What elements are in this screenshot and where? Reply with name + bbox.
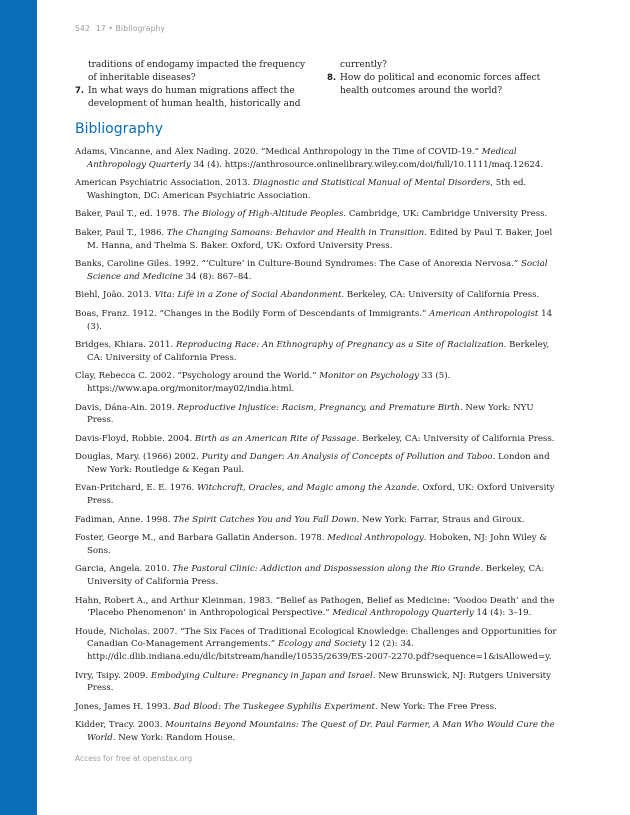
entry-work-title: Vita: Life in a Zone of Social Abandonment	[154, 290, 342, 301]
entry-author-date: Banks, Caroline Giles. 1992. “‘Culture’ in Culture-Bound Syndromes: The Case of Anorexia Nervosa.”	[75, 259, 522, 270]
entry-author-date: Bridges, Khiara. 2011.	[75, 340, 176, 351]
entry-author-date: Boas, Franz. 1912. “Changes in the Bodily Form of Descendants of Immigrants.”	[75, 308, 430, 319]
entry-author-date: Fadiman, Anne. 1998.	[75, 514, 174, 525]
entry-work-title: Medical Anthropology Quarterly	[87, 147, 517, 170]
entry-publication-details: . Berkeley, CA: University of California Press.	[87, 340, 550, 363]
entry-work-title: The Pastoral Clinic: Addiction and Dispossession along the Rio Grande	[172, 564, 481, 575]
entry-publication-details: . Cambridge, UK: Cambridge University Press.	[343, 209, 548, 220]
entry-publication-details: 34 (4). https://anthrosource.onlinelibrary.wiley.com/doi/full/10.1111/maq.12624.	[190, 159, 544, 170]
footer-link[interactable]: Access for free at openstax.org	[75, 754, 193, 763]
bibliography-entry	[75, 626, 559, 664]
entry-publication-details: . Oxford, UK: Oxford University Press.	[87, 483, 555, 507]
entry-publication-details: 12 (2): 34. http://dlc.dlib.indiana.edu/dlc/bitstream/handle/10535/2639/ES-2007-2270.pdf?sequence=1&isAllowed=y.	[87, 639, 552, 662]
entry-publication-details: . Berkeley, CA: University of California Press.	[356, 433, 555, 444]
entry-publication-details: . New York: The Free Press.	[374, 701, 497, 712]
bibliography-entry	[75, 719, 559, 744]
page-number: 542	[75, 24, 90, 33]
section-title: Bibliography	[75, 121, 163, 137]
bibliography-entry	[75, 670, 559, 695]
question-text: In what ways do human migrations affect the development of human health, historically and	[88, 86, 301, 109]
entry-work-title: Purity and Danger: An Analysis of Concepts of Pollution and Taboo	[201, 452, 493, 463]
entry-publication-details: . London and New York: Routledge & Kegan Paul.	[87, 452, 550, 475]
entry-author-date: Hahn, Robert A., and Arthur Kleinman. 1983. “Belief as Pathogen, Belief as Medicine: ‘Voodoo Death’ and the ‘Placebo Phenomenon’ in Anthropological Perspective.”	[75, 595, 555, 619]
entry-author-date: Garcia, Angela. 2010.	[75, 564, 173, 575]
side-color-bar	[0, 0, 37, 815]
bibliography-entry	[75, 227, 559, 252]
question-text: currently?	[340, 60, 387, 70]
entry-author-date: Baker, Paul T., 1986.	[75, 227, 167, 238]
entry-work-title: Medical Anthropology Quarterly	[332, 608, 474, 619]
bibliography-entry	[75, 402, 559, 427]
entry-publication-details: , 5th ed. Washington, DC: American Psychiatric Association.	[87, 178, 527, 201]
entry-work-title: Embodying Culture: Pregnancy in Japan and Israel	[150, 670, 373, 681]
entry-work-title: The Spirit Catches You and You Fall Down	[173, 514, 357, 525]
entry-author-date: Davis-Floyd, Robbie. 2004.	[75, 433, 195, 444]
entry-publication-details: 34 (8): 867–84.	[182, 271, 252, 282]
entry-author-date: Ivry, Tsipy. 2009.	[75, 670, 151, 681]
bibliography-entry	[75, 177, 559, 202]
entry-author-date: Foster, George M., and Barbara Gallatin Anderson. 1978.	[75, 533, 328, 544]
entry-work-title: Bad Blood: The Tuskegee Syphilis Experiment	[173, 701, 375, 712]
entry-work-title: Mountains Beyond Mountains: The Quest of Dr. Paul Farmer, A Man Who Would Cure the World	[87, 720, 555, 743]
entry-publication-details: 14 (3).	[87, 308, 553, 332]
questions-right-column	[327, 59, 559, 98]
entry-work-title: Birth as an American Rite of Passage	[194, 433, 357, 444]
entry-publication-details: . Berkeley, CA: University of California Press.	[87, 564, 545, 588]
entry-work-title: The Biology of High-Altitude Peoples	[182, 209, 344, 220]
entry-publication-details: . New York: Farrar, Straus and Giroux.	[356, 514, 525, 525]
entry-work-title: Reproducing Race: An Ethnography of Pregnancy as a Site of Racialization	[176, 340, 504, 351]
entry-author-date: Kidder, Tracy. 2003.	[75, 720, 166, 731]
entry-author-date: Baker, Paul T., ed. 1978.	[75, 209, 183, 220]
entry-publication-details: . Hoboken, NJ: John Wiley & Sons.	[87, 533, 548, 556]
entry-author-date: Evan-Pritchard, E. E. 1976.	[75, 483, 198, 494]
entry-publication-details: . Berkeley, CA: University of California Press.	[341, 290, 540, 301]
question-continuation	[327, 59, 559, 72]
bibliography-entry	[75, 532, 559, 557]
entry-work-title: American Anthropologist	[429, 308, 539, 319]
bibliography-entry	[75, 339, 559, 364]
question-number: 7.	[75, 86, 85, 96]
entry-publication-details: . New York: NYU Press.	[87, 402, 534, 426]
question-number: 8.	[327, 73, 337, 83]
bibliography-entry	[75, 595, 559, 620]
entry-author-date: Adams, Vincanne, and Alex Nading. 2020. “Medical Anthropology in the Time of COVID-19.”	[75, 147, 482, 157]
entry-publication-details: . New York: Random House.	[112, 732, 236, 743]
entry-author-date: Houde, Nicholas. 2007. “The Six Faces of Traditional Ecological Knowledge: Challenges and Opportunities for Canadian Co-Management Arrangements.”	[75, 626, 557, 650]
question-text: traditions of endogamy impacted the frequency of inheritable diseases?	[88, 60, 306, 83]
entry-author-date: Douglas, Mary. (1966) 2002.	[75, 452, 202, 463]
bibliography-entry	[75, 289, 559, 302]
entry-author-date: American Psychiatric Association. 2013.	[75, 178, 253, 189]
bibliography-entry	[75, 370, 559, 395]
question-7	[75, 85, 307, 111]
bibliography-entry	[75, 146, 559, 171]
entry-work-title: Medical Anthropology	[327, 533, 424, 544]
question-text: How do political and economic forces affect health outcomes around the world?	[340, 73, 541, 96]
questions-left-column	[75, 59, 307, 111]
question-8	[327, 72, 559, 98]
entry-author-date: Jones, James H. 1993.	[75, 701, 174, 712]
bibliography-entry	[75, 563, 559, 588]
entry-author-date: Biehl, João. 2013.	[75, 290, 155, 301]
entry-work-title: Ecology and Society	[277, 639, 367, 650]
entry-publication-details: 14 (4): 3–19.	[473, 608, 532, 619]
entry-author-date: Clay, Rebecca C. 2002. “Psychology around the World.”	[75, 371, 320, 382]
bibliography-entry	[75, 482, 559, 507]
entry-work-title: Social Science and Medicine	[87, 259, 548, 282]
bibliography-entry	[75, 433, 559, 446]
entry-publication-details: . New Brunswick, NJ: Rutgers University Press.	[87, 670, 551, 694]
entry-work-title: Monitor on Psychology	[319, 371, 419, 382]
bibliography-list	[75, 146, 559, 751]
question-continuation	[75, 59, 307, 85]
bibliography-entry	[75, 208, 559, 221]
entry-work-title: The Changing Samoans: Behavior and Health in Transition	[166, 227, 425, 238]
bibliography-entry	[75, 701, 559, 714]
entry-work-title: Reproductive Injustice: Racism, Pregnancy, and Premature Birth	[177, 402, 460, 413]
chapter-label: 17 • Bibliography	[95, 24, 166, 33]
bibliography-entry	[75, 451, 559, 476]
bibliography-entry	[75, 514, 559, 527]
entry-work-title: Diagnostic and Statistical Manual of Mental Disorders	[253, 178, 491, 189]
entry-author-date: Davis, Dána-Ain. 2019.	[75, 402, 178, 413]
entry-publication-details: 33 (5). https://www.apa.org/monitor/may02/india.html.	[87, 371, 451, 394]
bibliography-entry	[75, 308, 559, 333]
entry-publication-details: . Edited by Paul T. Baker, Joel M. Hanna, and Thelma S. Baker. Oxford, UK: Oxford University Press.	[87, 227, 553, 251]
entry-work-title: Witchcraft, Oracles, and Magic among the Azande	[197, 483, 417, 494]
bibliography-entry	[75, 258, 559, 283]
running-head	[75, 24, 171, 33]
